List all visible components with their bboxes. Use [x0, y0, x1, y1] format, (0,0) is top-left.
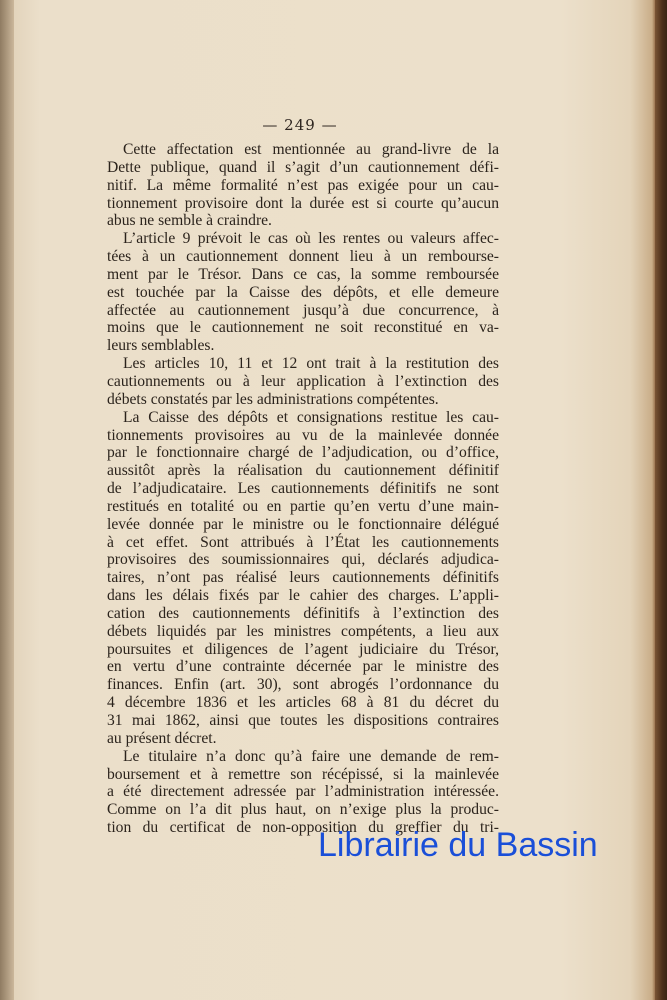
text-line: leurs semblables.	[107, 337, 215, 355]
text-line: 31 mai 1862, ainsi que toutes les dispositions contraires	[107, 712, 499, 729]
text-line: Les articles 10, 11 et 12 ont trait à la restitution des	[123, 355, 499, 373]
text-line: boursement et à remettre son récépissé, si la mainlevée	[107, 765, 499, 783]
page-edge	[655, 0, 667, 1000]
text-line: levée donnée par le ministre ou le fonctionnaire délégué	[107, 515, 499, 533]
page-number: — 249 —	[262, 116, 338, 134]
text-line: est touchée par la Caisse des dépôts, et elle demeure	[107, 283, 499, 301]
text-line: Le titulaire n’a donc qu’à faire une demande de rem-	[123, 747, 499, 765]
text-line: taires, n’ont pas réalisé leurs cautionnements définitifs	[107, 569, 499, 587]
text-line: tion du certificat de non-opposition du greffier du tri-	[107, 819, 499, 837]
text-line: dans les délais fixés par le cahier des charges. L’appli-	[107, 587, 499, 605]
text-line: a été directement adressée par l’administration intéressée.	[107, 783, 499, 801]
text-line: Comme on l’a dit plus haut, on n’exige plus la produc-	[107, 801, 499, 819]
watermark: Librairie du Bassin	[318, 826, 598, 864]
text-line: 4 décembre 1836 et les articles 68 à 81 du décret du	[107, 694, 499, 712]
text-line: débets constatés par les administrations compétentes.	[107, 390, 439, 408]
text-line: tionnements provisoires au vu de la mainlevée donnée	[107, 426, 499, 444]
text-line: au présent décret.	[107, 729, 217, 747]
paragraph	[107, 409, 499, 748]
text-line: à cet effet. Sont attribués à l’État les cautionnements	[107, 533, 499, 551]
text-line: par le fonctionnaire chargé de l’adjudication, ou d’office,	[107, 444, 499, 462]
text-line: restitués en totalité ou en partie qu’en vertu d’une main-	[107, 497, 499, 515]
paragraph	[107, 230, 499, 355]
text-line: provisoires des soumissionnaires qui, déclarés adjudica-	[107, 551, 499, 569]
text-line: cation des cautionnements définitifs à l’extinction des	[107, 604, 499, 622]
text-line: poursuites et diligences de l’agent judiciaire du Trésor,	[107, 640, 499, 658]
text-line: de l’adjudicataire. Les cautionnements définitifs ne sont	[107, 480, 499, 498]
text-line: en vertu d’une contrainte décernée par le ministre des	[107, 658, 499, 676]
text-line: moins que le cautionnement ne soit reconstitué en va-	[107, 319, 499, 337]
text-line: La Caisse des dépôts et consignations restitue les cau-	[123, 408, 499, 426]
text-line: Cette affectation est mentionnée au grand-livre de la	[123, 141, 499, 158]
text-line: cautionnements ou à leur application à l’extinction des	[107, 372, 499, 390]
text-line: nitif. La même formalité n’est pas exigée pour un cau-	[107, 176, 499, 194]
body-text	[107, 141, 499, 837]
text-line: Dette publique, quand il s’agit d’un cautionnement défi-	[107, 158, 499, 176]
paragraph	[107, 355, 499, 409]
text-line: affectée au cautionnement jusqu’à due concurrence, à	[107, 301, 499, 319]
text-line: abus ne semble à craindre.	[107, 212, 272, 230]
text-line: tées à un cautionnement donnent lieu à un rembourse-	[107, 248, 499, 266]
text-line: ment par le Trésor. Dans ce cas, la somme remboursée	[107, 265, 499, 283]
paragraph	[107, 141, 499, 230]
text-line: aussitôt après la réalisation du cautionnement définitif	[107, 462, 499, 480]
text-line: finances. Enfin (art. 30), sont abrogés l’ordonnance du	[107, 676, 499, 694]
paragraph	[107, 748, 499, 837]
text-line: L’article 9 prévoit le cas où les rentes ou valeurs affec-	[123, 230, 499, 248]
text-line: débets liquidés par les ministres compétents, a lieu aux	[107, 622, 499, 640]
text-line: tionnement provisoire dont la durée est si courte qu’aucun	[107, 194, 499, 212]
